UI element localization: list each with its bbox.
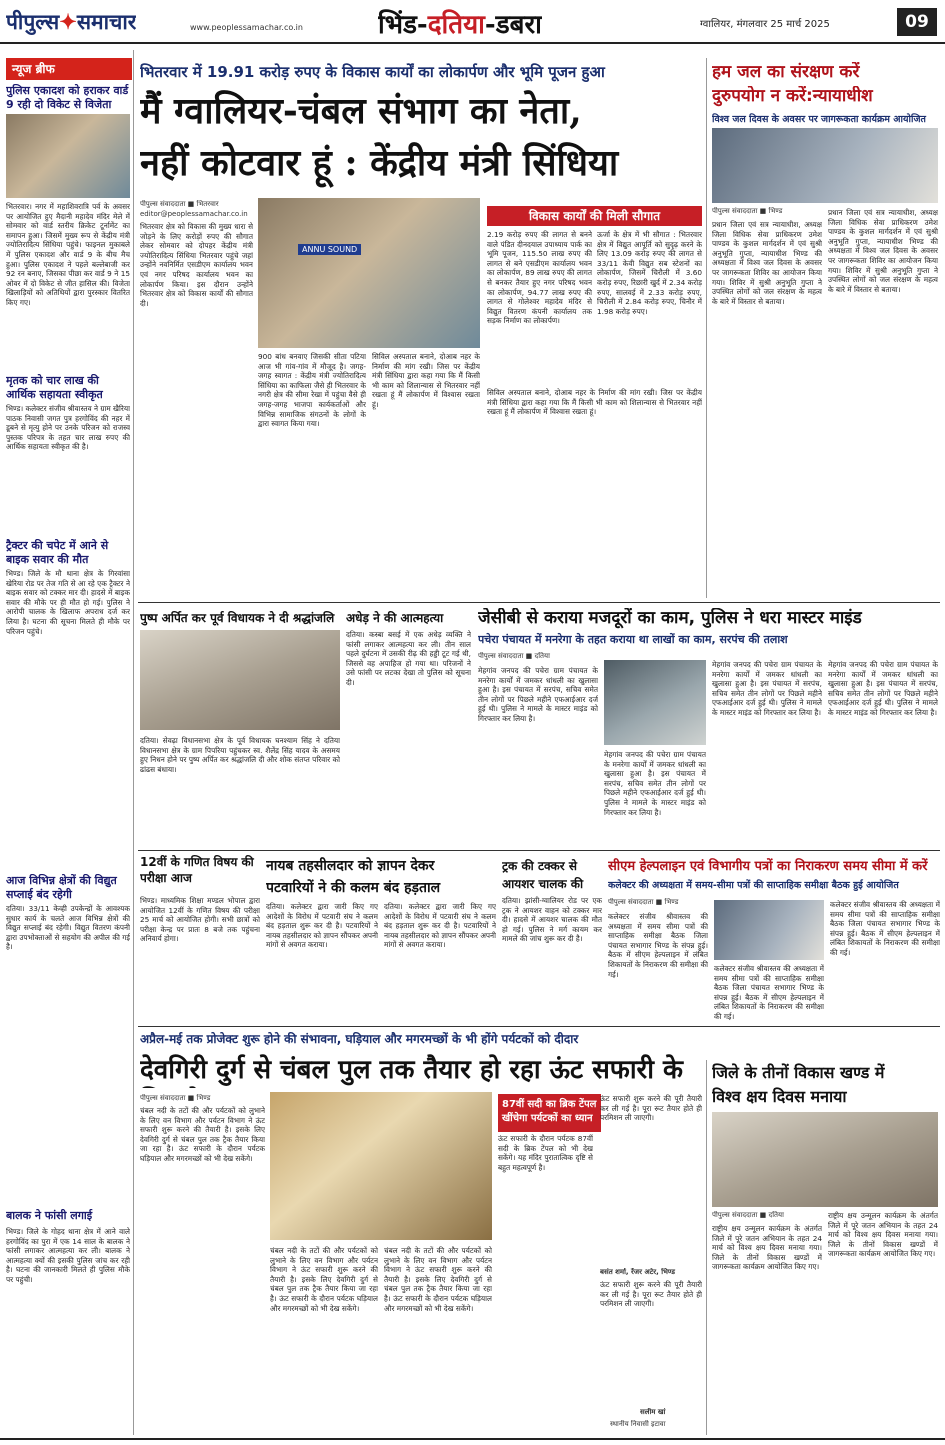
tb-headline-1: जिले के तीनों विकास खण्ड में bbox=[712, 1063, 885, 1082]
judge-headline-2: दुरुपयोग न करें:न्यायाधीश bbox=[712, 86, 873, 106]
cm-body-3: कलेक्टर संजीव श्रीवास्तव की अध्यक्षता में समय सीमा पत्रों की साप्ताहिक समीक्षा बैठक जिला पंचायत सभागार भिण्ड के संपन्न हुई। बैठक में सीएम हेल्पलाइन में लंबित शिकायतों के निराकरण की समीक्षा की गई। bbox=[830, 900, 940, 957]
brief-title-3: ट्रैक्टर की चपेट में आने से बाइक सवार की मौत bbox=[6, 539, 109, 566]
camel-body-3: चंबल नदी के तटों की और पर्यटकों को लुभाने के लिए वन विभाग और पर्यटन विभाग ने ऊंट सफारी शुरू करने की तैयारी है। इसके लिए देवगिरी दुर्ग से चंबल पुल तक ट्रैक तैयार किया जा रहा है। ऊंट सफारी के दौरान पर्यटक घड़ियाल और मगरमच्छों को भी देख सकेंगे। bbox=[384, 1246, 492, 1313]
tribute-body: दतिया। सेवढ़ा विधानसभा क्षेत्र के पूर्व विधायक घनश्याम सिंह ने दतिया विधानसभा क्षेत्र के ग्राम पिपरिया पहुंचकर स्व. शैलेंद्र सिंह यादव के असमय हुए निधन होने पर पुष्प अर्पित कर श्रद्धांजलि दी और शोक संतप्त परिवार को ढांढस बंधाया। bbox=[140, 736, 340, 774]
tahsildar-headline-1: नायब तहसीलदार को ज्ञापन देकर bbox=[266, 858, 435, 874]
gifts-body-2: ऊर्जा के क्षेत्र में भी सौगात : भितरवार क्षेत्र में विद्युत आपूर्ति को सुदृढ़ करने के लिए 13.09 करोड़ रुपए की लागत से 33/11 केवी विद्युत सब स्टेशनों का लोकार्पण, जिसमें चिरौली में 3.60 करोड़ रुपए, रिछारी खुर्द में 2.34 करोड़ रुपए, सालवई में 2.33 करोड़ रुपए, चिरौली में 2.84 करोड़ रुपए, चिनौर में 1.98 करोड़ रुपए। bbox=[597, 230, 702, 316]
jcb-body-4: मेहगांव जनपद की पचेरा ग्राम पंचायत के मनरेगा कार्यों में जमकर धांधली का खुलासा हुआ है। इस पंचायत में सरपंच, सचिव समेत तीन लोगों पर पिछले महीने एफआईआर दर्ज हुई थी। पुलिस ने मामले के मास्टर माइंड को गिरफ्तार कर लिया है। bbox=[828, 660, 938, 717]
column-divider bbox=[706, 58, 707, 598]
camel-quote: ऊंट सफारी शुरू करने की पूरी तैयारी कर ली गई है। पूरा रूट तैयार होते ही परमिशन ली जाएगी। bbox=[600, 1094, 702, 1123]
judge-photo bbox=[712, 128, 938, 203]
truck-body: दतिया। झांसी-ग्वालियर रोड पर एक ट्रक ने आयशर वाहन को टक्कर मार दी। हादसे में आयशर चालक की मौत हो गई। पुलिस ने मर्ग कायम कर मामले की जांच शुरू कर दी है। bbox=[502, 896, 602, 944]
judge-byline: पीपुल्स संवाददाता ■ भिण्ड bbox=[712, 207, 783, 215]
lead-byline: पीपुल्स संवाददाता ■ भितरवार bbox=[140, 200, 219, 208]
exam-body: भिण्ड। माध्यमिक शिक्षा मण्डल भोपाल द्वारा आयोजित 12वीं के गणित विषय की परीक्षा 25 मार्च को आयोजित होगी। सभी छात्रों को परीक्षा केन्द्र पर प्रातः 8 बजे तक पहुंचना अनिवार्य होगा। bbox=[140, 896, 260, 944]
newspaper-logo: पीपुल्स✦समाचार bbox=[6, 9, 137, 34]
tahsildar-headline-2: पटवारियों ने की कलम बंद हड़ताल bbox=[266, 880, 441, 896]
jcb-headline: जेसीबी से कराया मजदूरों का काम, पुलिस ने धरा मास्टर माइंड bbox=[478, 608, 862, 628]
photo-banner-text: ANNU SOUND bbox=[298, 244, 361, 255]
camel-box-body: ऊंट सफारी के दौरान पर्यटक 87वीं सदी के ब्रिक टेंपल को भी देख सकेंगे। यह मंदिर पुरातात्विक दृष्टि से बहुत महत्वपूर्ण है। bbox=[498, 1134, 593, 1172]
tahsildar-body-2: दतिया। कलेक्टर द्वारा जारी किए गए आदेशों के विरोध में पटवारी संघ ने कलम बंद हड़ताल शुरू कर दी है। पटवारियों ने नायब तहसीलदार को ज्ञापन सौंपकर अपनी मांगों से अवगत कराया। bbox=[384, 902, 496, 950]
tb-body-1: राष्ट्रीय क्षय उन्मूलन कार्यक्रम के अंतर्गत जिले में पूरे जतन अभियान के तहत 24 मार्च को विश्व क्षय दिवस मनाया गया। जिले के तीनों विकास खण्डों में जागरूकता कार्यक्रम आयोजित किए गए। bbox=[712, 1224, 822, 1272]
camel-body-1: चंबल नदी के तटों की और पर्यटकों को लुभाने के लिए वन विभाग और पर्यटन विभाग ने ऊंट सफारी शुरू करने की तैयारी है। इसके लिए देवगिरी दुर्ग से चंबल पुल तक ट्रैक तैयार किया जा रहा है। ऊंट सफारी के दौरान पर्यटक घड़ियाल और मगरमच्छों को भी देख सकेंगे। bbox=[140, 1106, 265, 1163]
tribute-photo bbox=[140, 630, 340, 730]
judge-body-1: प्रधान जिला एवं सत्र न्यायाधीश, अध्यक्ष जिला विधिक सेवा प्राधिकरण उमेश पाण्डव के कुशल मार्गदर्शन में एवं सुश्री अनुभूति गुप्ता, न्यायाधीश भिण्ड की अध्यक्षता में विश्व जल दिवस के अवसर पर जागरूकता शिविर का आयोजन किया गया। शिविर में सुश्री अनुभूति गुप्ता ने उपस्थित लोगों को जल संरक्षण के महत्व के बारे में विस्तार से बताया। bbox=[712, 220, 822, 306]
camel-quote-2: ऊंट सफारी शुरू करने की पूरी तैयारी कर ली गई है। पूरा रूट तैयार होते ही परमिशन ली जाएगी। bbox=[600, 1280, 702, 1309]
gifts-body-3: सिविल अस्पताल बनाने, दोआब नहर के निर्माण की मांग रखी। जिस पर केंद्रीय मंत्री सिंधिया द्वारा कहा गया कि मैं किसी भी काम को शिलान्यास से भितरवार नहीं रखता हूं मैं लोकार्पण में विश्वास रखता हूं। bbox=[487, 388, 702, 417]
brief-body-4: दतिया। 33/11 केव्ही उपकेन्द्रों के आवश्यक सुधार कार्य के चलते आज विभिन्न क्षेत्रों की विद्युत सप्लाई बंद रहेगी। विद्युत वितरण कंपनी द्वारा उपभोक्ताओं से सहयोग की अपील की गई है। bbox=[6, 904, 130, 952]
cm-body-2: कलेक्टर संजीव श्रीवास्तव की अध्यक्षता में समय सीमा पत्रों की साप्ताहिक समीक्षा बैठक जिला पंचायत सभागार भिण्ड के संपन्न हुई। बैठक में सीएम हेल्पलाइन में लंबित शिकायतों के निराकरण की समीक्षा की गई। bbox=[714, 964, 824, 1021]
brief-body-1: भितरवार। नगर में महाशिवरात्रि पर्व के अवसर पर आयोजित हुए मैदानी महादेव मंदिर मेले में सोमवार को वार्ड स्तरीय क्रिकेट टूर्नामेंट का समापन हुआ। जिसमें मुख्य रूप से केंद्रीय मंत्री ज्योतिरादित्य सिंधिया पहुंचे। फाइनल मुकाबले में पुलिस एकादश और वार्ड 9 के बीच मैच हुआ। पुलिस एकादश ने पहले बल्लेबाजी कर 92 रन बनाए, जिसका पीछा कर वार्ड 9 ने 15 ओवर में दो विकेट से जीत हासिल की। विजेता खिलाड़ियों को अतिथियों द्वारा पुरस्कार वितरित किए गए। bbox=[6, 202, 130, 307]
lead-kicker: भितरवार में 19.91 करोड़ रुपए के विकास कार्यों का लोकार्पण और भूमि पूजन हुआ bbox=[140, 63, 605, 81]
jcb-sub: पचेरा पंचायत में मनरेगा के तहत कराया था लाखों का काम, सरपंच की तलाश bbox=[478, 633, 788, 646]
camel-byline: पीपुल्स संवाददाता ■ भिण्ड bbox=[140, 1094, 211, 1102]
camel-photo bbox=[270, 1092, 492, 1240]
suicide-body: दतिया। कस्बा बसई में एक अधेड़ व्यक्ति ने फांसी लगाकर आत्महत्या कर ली। तीन साल पहले दुर्घटना में उसकी रीढ़ की हड्डी टूट गई थी, जिससे वह अपाहिज हो गया था। परिजनों ने उसे फांसी पर लटका देखा तो पुलिस को सूचना दी। bbox=[346, 630, 471, 687]
brief-column bbox=[6, 84, 130, 1429]
lead-body-3: सिविल अस्पताल बनाने, दोआब नहर के निर्माण की मांग रखी। जिस पर केंद्रीय मंत्री सिंधिया द्वारा कहा गया कि मैं किसी भी काम को शिलान्यास से भितरवार नहीं रखता हूं मैं लोकार्पण में विश्वास रखता हूं। bbox=[372, 352, 480, 409]
gifts-title: विकास कार्यों की मिली सौगात bbox=[487, 206, 702, 226]
judge-sub: विश्व जल दिवस के अवसर पर जागरूकता कार्यक्रम आयोजित bbox=[712, 114, 926, 125]
tb-body-2: राष्ट्रीय क्षय उन्मूलन कार्यक्रम के अंतर्गत जिले में पूरे जतन अभियान के तहत 24 मार्च को विश्व क्षय दिवस मनाया गया। जिले के तीनों विकास खण्डों में जागरूकता कार्यक्रम आयोजित किए गए। bbox=[828, 1211, 938, 1259]
camel-quote-by: बसंत शर्मा, रेंजर अटेर, भिण्ड bbox=[600, 1268, 676, 1276]
section-title: भिंड-दतिया-डबरा bbox=[378, 10, 542, 40]
cm-headline: सीएम हेल्पलाइन एवं विभागीय पत्रों का निराकरण समय सीमा में करें bbox=[608, 859, 928, 874]
section-divider bbox=[138, 850, 940, 851]
cm-byline: पीपुल्स संवाददाता ■ भिण्ड bbox=[608, 898, 679, 906]
camel-kicker: अप्रैल-मई तक प्रोजेक्ट शुरू होने की संभावना, घड़ियाल और मगरमच्छों के भी होंगे पर्यटकों को दीदार bbox=[140, 1032, 579, 1046]
cm-photo bbox=[714, 900, 824, 960]
lead-body-1: भितरवार क्षेत्र को विकास की मुख्य धारा से जोड़ने के लिए करोड़ों रुपए की सौगात लेकर सोमवार को दोपहर केंद्रीय मंत्री ज्योतिरादित्य सिंधिया भितरवार पहुंचे जहां उन्होंने नवनिर्मित एसडीएम कार्यालय भवन एवं नगर परिषद कार्यालय भवन का लोकार्पण किया। इस दौरान उन्होंने भितरवार क्षेत्र को विकास कार्यों की सौगात दी। bbox=[140, 222, 253, 308]
tb-photo bbox=[712, 1112, 938, 1207]
jcb-photo bbox=[604, 660, 706, 745]
suicide-headline: अधेड़ ने की आत्महत्या bbox=[346, 611, 444, 625]
camel-box-title: 87वीं सदी का ब्रिक टेंपल खींचेगा पर्यटकों का ध्यान bbox=[498, 1094, 601, 1132]
site-url: www.peoplessamachar.co.in bbox=[190, 23, 303, 32]
exam-headline: 12वीं के गणित विषय की परीक्षा आज bbox=[140, 855, 254, 885]
section-divider bbox=[138, 1026, 940, 1027]
brief-title-1: पुलिस एकादश को हराकर वार्ड 9 रही दो विकेट से विजेता bbox=[6, 84, 129, 111]
camel-quote2-role: स्थानीय निवासी इटावा bbox=[610, 1420, 666, 1428]
jcb-body-1: मेहगांव जनपद की पचेरा ग्राम पंचायत के मनरेगा कार्यों में जमकर धांधली का खुलासा हुआ है। इस पंचायत में सरपंच, सचिव समेत तीन लोगों पर पिछले महीने एफआईआर दर्ज हुई थी। पुलिस ने मामले के मास्टर माइंड को गिरफ्तार कर लिया है। bbox=[478, 666, 598, 723]
brief-title-4: आज विभिन्न क्षेत्रों की विद्युत सप्लाई बंद रहेगी bbox=[6, 874, 117, 901]
lead-headline-2: नहीं कोटवार हूं : केंद्रीय मंत्री सिंधिया bbox=[140, 142, 619, 184]
tahsildar-body-1: दतिया। कलेक्टर द्वारा जारी किए गए आदेशों के विरोध में पटवारी संघ ने कलम बंद हड़ताल शुरू कर दी है। पटवारियों ने नायब तहसीलदार को ज्ञापन सौंपकर अपनी मांगों से अवगत कराया। bbox=[266, 902, 378, 950]
truck-headline-1: ट्रक की टक्कर से bbox=[502, 859, 577, 873]
lead-headline-1: मैं ग्वालियर-चंबल संभाग का नेता, bbox=[140, 90, 582, 132]
cm-sub: कलेक्टर की अध्यक्षता में समय-सीमा पत्रों की साप्ताहिक समीक्षा बैठक हुई आयोजित bbox=[608, 880, 899, 891]
camel-headline: देवगिरी दुर्ग से चंबल पुल तक तैयार हो रहा ऊंट सफारी के bbox=[140, 1055, 683, 1085]
brief-body-2: भिण्ड। कलेक्टर संजीव श्रीवास्तव ने ग्राम खैरिया पाठक निवासी जगत पुत्र हरगोविंद की नहर में डूबने से मृत्यु होने पर उनके परिजन को राजस्व पुस्तक परिपत्र के तहत चार लाख रुपए की आर्थिक सहायता स्वीकृत की है। bbox=[6, 404, 130, 452]
camel-quote2-by: सलीम खां bbox=[640, 1408, 666, 1416]
column-divider bbox=[133, 50, 134, 1435]
judge-headline-1: हम जल का संरक्षण करें bbox=[712, 62, 860, 82]
lead-body-2: 900 बांध बनवाए जिसकी सीता पटिया आज भी गांव-गांव में मौजूद है। जगह-जगह स्वागत : केंद्रीय मंत्री ज्योतिरादित्य सिंधिया का काफिला जैसे ही भितरवार के नगरी क्षेत्र की सीमा रेखा में पहुंचा वैसे ही जगह-जगह भाजपा कार्यकर्ताओं और विभिन्न सामाजिक संगठनों के लोगों के द्वारा स्वागत किया गया। bbox=[258, 352, 366, 429]
brief-label: न्यूज ब्रीफ bbox=[6, 58, 132, 80]
masthead bbox=[0, 0, 945, 44]
truck-headline-2: आयशर चालक की bbox=[502, 877, 584, 891]
jcb-byline: पीपुल्स संवाददाता ■ दतिया bbox=[478, 652, 550, 660]
cm-body-1: कलेक्टर संजीव श्रीवास्तव की अध्यक्षता में समय सीमा पत्रों की साप्ताहिक समीक्षा बैठक जिला पंचायत सभागार भिण्ड के संपन्न हुई। बैठक में सीएम हेल्पलाइन में लंबित शिकायतों के निराकरण की समीक्षा की गई। bbox=[608, 912, 708, 979]
tb-headline-2: विश्व क्षय दिवस मनाया bbox=[712, 1087, 847, 1106]
column-divider bbox=[706, 1060, 707, 1435]
page-number: 09 bbox=[897, 8, 937, 36]
tb-byline: पीपुल्स संवाददाता ■ दतिया bbox=[712, 1211, 784, 1219]
camel-body-2: चंबल नदी के तटों की और पर्यटकों को लुभाने के लिए वन विभाग और पर्यटन विभाग ने ऊंट सफारी शुरू करने की तैयारी है। इसके लिए देवगिरी दुर्ग से चंबल पुल तक ट्रैक तैयार किया जा रहा है। ऊंट सफारी के दौरान पर्यटक घड़ियाल और मगरमच्छों को भी देख सकेंगे। bbox=[270, 1246, 378, 1313]
brief-title-5: बालक ने फांसी लगाई bbox=[6, 1209, 93, 1222]
footer-rule bbox=[0, 1438, 945, 1440]
brief-body-3: भिण्ड। जिले के मौ थाना क्षेत्र के गिरवांसा खेरिया रोड पर तेज गति से आ रहे एक ट्रैक्टर ने बाइक सवार को टक्कर मार दी। हादसे में बाइक सवार की मौके पर ही मौत हो गई। पुलिस ने आरोपी चालक के खिलाफ अपराध दर्ज कर लिया है। घटना की सूचना मिलते ही मौके पर परिजन पहुंचे। bbox=[6, 569, 130, 636]
jcb-body-2: मेहगांव जनपद की पचेरा ग्राम पंचायत के मनरेगा कार्यों में जमकर धांधली का खुलासा हुआ है। इस पंचायत में सरपंच, सचिव समेत तीन लोगों पर पिछले महीने एफआईआर दर्ज हुई थी। पुलिस ने मामले के मास्टर माइंड को गिरफ्तार कर लिया है। bbox=[604, 750, 706, 817]
jcb-body-3: मेहगांव जनपद की पचेरा ग्राम पंचायत के मनरेगा कार्यों में जमकर धांधली का खुलासा हुआ है। इस पंचायत में सरपंच, सचिव समेत तीन लोगों पर पिछले महीने एफआईआर दर्ज हुई थी। पुलिस ने मामले के मास्टर माइंड को गिरफ्तार कर लिया है। bbox=[712, 660, 822, 717]
lead-email: editor@peoplessamachar.co.in bbox=[140, 210, 248, 218]
brief-photo bbox=[6, 114, 130, 198]
brief-title-2: मृतक को चार लाख की आर्थिक सहायता स्वीकृत bbox=[6, 374, 103, 401]
dateline: ग्वालियर, मंगलवार 25 मार्च 2025 bbox=[700, 19, 830, 30]
lead-photo bbox=[258, 198, 480, 348]
brief-body-5: भिण्ड। जिले के गोहद थाना क्षेत्र में आने वाले हरगोविंद का पुरा में एक 14 साल के बालक ने फांसी लगाकर आत्महत्या कर ली। बालक ने आत्महत्या क्यों की इसकी पुलिस जांच कर रही है। घटना की जानकारी मिलते ही पुलिस मौके पर पहुंची। bbox=[6, 1227, 130, 1284]
section-divider bbox=[138, 602, 940, 603]
tribute-headline: पुष्प अर्पित कर पूर्व विधायक ने दी श्रद्धांजलि bbox=[140, 611, 335, 625]
gifts-body-1: 2.19 करोड़ रुपए की लागत से बनने वाले पंडित दीनदयाल उपाध्याय पार्क का भूमि पूजन, 115.50 लाख रुपए की लागत से बने एसडीएम कार्यालय भवन का लोकार्पण, 89 लाख रुपए की लागत से बनकर तैयार हुए नगर परिषद भवन का लोकार्पण, 94.77 लाख रुपए की लागत से गोलेश्वर महादेव मंदिर से विद्युत वितरण कंपनी कार्यालय तक सड़क निर्माण का लोकार्पण। bbox=[487, 230, 592, 326]
judge-body-2: प्रधान जिला एवं सत्र न्यायाधीश, अध्यक्ष जिला विधिक सेवा प्राधिकरण उमेश पाण्डव के कुशल मार्गदर्शन में एवं सुश्री अनुभूति गुप्ता, न्यायाधीश भिण्ड की अध्यक्षता में विश्व जल दिवस के अवसर पर जागरूकता शिविर का आयोजन किया गया। शिविर में सुश्री अनुभूति गुप्ता ने उपस्थित लोगों को जल संरक्षण के महत्व के बारे में विस्तार से बताया। bbox=[828, 208, 938, 294]
